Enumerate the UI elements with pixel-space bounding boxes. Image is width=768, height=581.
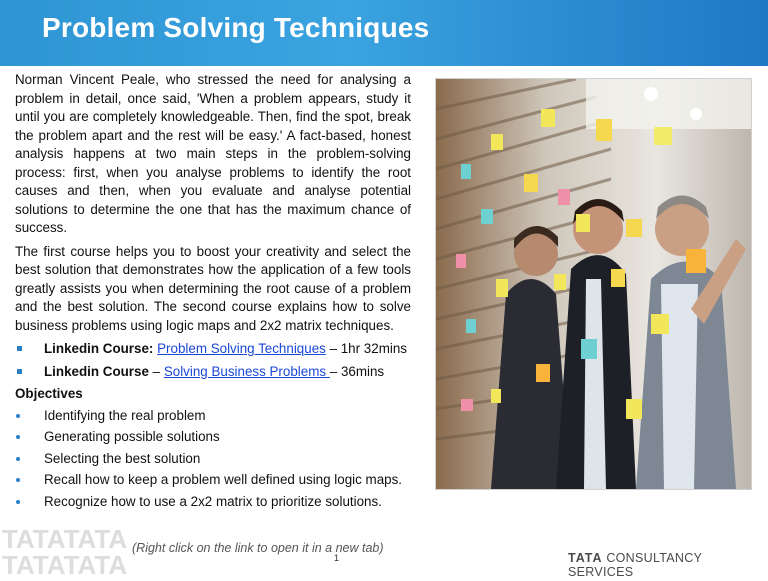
intro-paragraph-2: The first course helps you to boost your creativity and select the best solution that demonstrates how the application of a few tools greatly assists you when determining the root cause of a problem and the best solution. The second course explains how to solve business problems using logic maps and 2x2 matrix techniques. bbox=[15, 243, 411, 333]
course-duration: – 1hr 32mins bbox=[325, 341, 407, 356]
intro-paragraph-1: Norman Vincent Peale, who stressed the need for analysing a problem in detail, once said, 'When a problem appears, study it until you are completely knowledgeable. Then, find the spot, break the problem apart and the rest will be easy.' A fact-based, honest analysis happens at two main steps in the problem-solving process: first, when you analyse problems to identify the root causes and then, when you evaluate and analyse potential solutions to determine the one that has the maximum chance of success. bbox=[15, 72, 411, 235]
title-bar bbox=[0, 0, 768, 66]
course-separator: – bbox=[148, 363, 164, 379]
objectives-heading: Objectives bbox=[15, 386, 83, 401]
objective-item: Generating possible solutions bbox=[15, 428, 411, 447]
main-content bbox=[15, 71, 411, 514]
course-duration: – 36mins bbox=[329, 363, 385, 379]
course-list bbox=[15, 340, 411, 381]
objectives-list bbox=[15, 407, 411, 512]
course-item bbox=[15, 340, 411, 359]
svg-text:TATATATA: TATATATA bbox=[2, 550, 128, 576]
page-number: 1 bbox=[334, 553, 340, 563]
objective-item: Selecting the best solution bbox=[15, 450, 411, 469]
brand-bold: TATA bbox=[568, 551, 603, 565]
open-in-new-tab-note: (Right click on the link to open it in a new tab) bbox=[132, 541, 384, 555]
objective-item: Recognize how to use a 2x2 matrix to prioritize solutions. bbox=[15, 493, 411, 512]
brand-rest: CONSULTANCY SERVICES bbox=[568, 551, 702, 579]
course-link-problem-solving[interactable]: Problem Solving Techniques bbox=[157, 341, 326, 356]
course-prefix: Linkedin Course: bbox=[44, 341, 154, 356]
course-link-business-problems[interactable]: Solving Business Problems bbox=[163, 363, 330, 379]
svg-text:TATATATA: TATATATA bbox=[2, 528, 128, 554]
course-item bbox=[15, 363, 411, 382]
course-prefix: Linkedin Course bbox=[44, 363, 149, 379]
objective-item: Identifying the real problem bbox=[15, 407, 411, 426]
page-title: Problem Solving Techniques bbox=[42, 12, 430, 43]
team-sticky-notes-photo bbox=[435, 78, 752, 490]
tcs-logo bbox=[568, 551, 768, 579]
objective-item: Recall how to keep a problem well defined using logic maps. bbox=[15, 471, 411, 490]
